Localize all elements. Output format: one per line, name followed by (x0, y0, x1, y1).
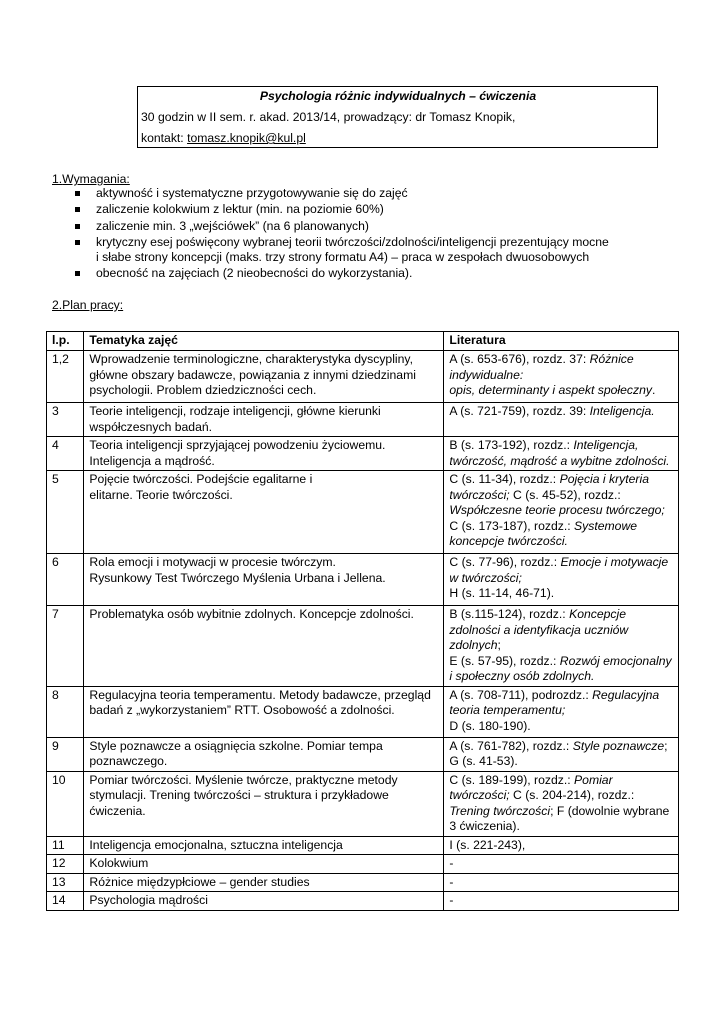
requirement-item: aktywność i systematyczne przygotowywanie się do zajęć (74, 186, 654, 201)
course-info: 30 godzin w II sem. r. akad. 2013/14, prowadzący: dr Tomasz Knopik, (141, 110, 516, 124)
row-literature: A (s. 761-782), rozdz.: Style poznawcze; G (s. 41-53). (444, 737, 679, 771)
requirements-number: 1. (52, 172, 63, 186)
table-row (47, 351, 679, 403)
row-topic: Regulacyjna teoria temperamentu. Metody badawcze, przegląd badań z „wykorzystaniem” RTT. Osobowość a zdolności. (84, 686, 444, 737)
row-lp: 5 (47, 471, 84, 554)
plan-number: 2. (52, 298, 63, 312)
table-row (47, 836, 679, 855)
row-topic: Inteligencja emocjonalna, sztuczna inteligencja (84, 836, 444, 855)
row-lp: 12 (47, 855, 84, 874)
row-literature: C (s. 77-96), rozdz.: Emocje i motywacje w twórczości; H (s. 11-14, 46-71). (444, 554, 679, 606)
table-row (47, 437, 679, 471)
row-literature: A (s. 708-711), podrozdz.: Regulacyjna teoria temperamentu; D (s. 180-190). (444, 686, 679, 737)
requirement-item: obecność na zajęciach (2 nieobecności do wykorzystania). (74, 266, 654, 281)
row-topic: Problematyka osób wybitnie zdolnych. Koncepcje zdolności. (84, 606, 444, 687)
course-title: Psychologia różnic indywidualnych – ćwiczenia (259, 89, 537, 103)
row-topic: Wprowadzenie terminologiczne, charakterystyka dyscypliny, główne obszary badawcze, powiązania z innymi dziedzinami psychologii. Problem dziedziczności cech. (84, 351, 444, 403)
row-literature: - (444, 892, 679, 911)
table-row (47, 892, 679, 911)
table-row (47, 737, 679, 771)
row-lp: 8 (47, 686, 84, 737)
row-lp: 4 (47, 437, 84, 471)
table-row (47, 471, 679, 554)
requirement-item: zaliczenie min. 3 „wejściówek” (na 6 planowanych) (74, 219, 654, 234)
table-row (47, 554, 679, 606)
plan-heading (52, 298, 123, 314)
plan-table (46, 331, 679, 911)
row-lp: 10 (47, 771, 84, 836)
row-literature: B (s.115-124), rozdz.: Koncepcje zdolności a identyfikacja uczniów zdolnych; E (s. 57-95), rozdz.: Rozwój emocjonalny i społeczny osób zdolnych. (444, 606, 679, 687)
col-header-lp: l.p. (47, 332, 84, 351)
row-lp: 3 (47, 403, 84, 437)
table-header-row (47, 332, 679, 351)
row-literature: A (s. 653-676), rozdz. 37: Różnice indywidualne: opis, determinanty i aspekt społeczny. (444, 351, 679, 403)
col-header-literature: Literatura (444, 332, 679, 351)
row-lp: 6 (47, 554, 84, 606)
row-literature: B (s. 173-192), rozdz.: Inteligencja, twórczość, mądrość a wybitne zdolności. (444, 437, 679, 471)
row-topic: Teorie inteligencji, rodzaje inteligencji, główne kierunki współczesnych badań. (84, 403, 444, 437)
row-lp: 7 (47, 606, 84, 687)
course-contact (141, 131, 306, 147)
requirements-list (74, 186, 654, 283)
row-topic: Różnice międzypłciowe – gender studies (84, 873, 444, 892)
row-topic: Pojęcie twórczości. Podejście egalitarne i elitarne. Teorie twórczości. (84, 471, 444, 554)
requirements-title: Wymagania: (62, 172, 130, 186)
row-lp: 11 (47, 836, 84, 855)
table-row (47, 855, 679, 874)
plan-title: Plan pracy: (62, 298, 124, 312)
contact-label: kontakt: (141, 131, 188, 145)
row-topic: Style poznawcze a osiągnięcia szkolne. Pomiar tempa poznawczego. (84, 737, 444, 771)
row-literature: C (s. 11-34), rozdz.: Pojęcia i kryteria twórczości; C (s. 45-52), rozdz.: Współczesne teorie procesu twórczego; C (s. 173-187), rozdz.: Systemowe koncepcje twórczości. (444, 471, 679, 554)
row-lp: 9 (47, 737, 84, 771)
table-row (47, 606, 679, 687)
course-header-box (137, 86, 658, 148)
requirement-item: krytyczny esej poświęcony wybranej teorii twórczości/zdolności/inteligencji prezentujący mocne i słabe strony koncepcji (maks. trzy strony formatu A4) – praca w zespołach dwuosobowych (74, 235, 654, 266)
row-literature: A (s. 721-759), rozdz. 39: Inteligencja. (444, 403, 679, 437)
row-topic: Teoria inteligencji sprzyjającej powodzeniu życiowemu. Inteligencja a mądrość. (84, 437, 444, 471)
col-header-topic: Tematyka zajęć (84, 332, 444, 351)
row-literature: - (444, 873, 679, 892)
row-topic: Pomiar twórczości. Myślenie twórcze, praktyczne metody stymulacji. Trening twórczości – struktura i przykładowe ćwiczenia. (84, 771, 444, 836)
row-literature: C (s. 189-199), rozdz.: Pomiar twórczości; C (s. 204-214), rozdz.: Trening twórczości; F (dowolnie wybrane 3 ćwiczenia). (444, 771, 679, 836)
table-row (47, 873, 679, 892)
row-literature: - (444, 855, 679, 874)
row-topic: Rola emocji i motywacji w procesie twórczym. Rysunkowy Test Twórczego Myślenia Urbana i Jellena. (84, 554, 444, 606)
row-lp: 13 (47, 873, 84, 892)
table-row (47, 771, 679, 836)
requirement-item: zaliczenie kolokwium z lektur (min. na poziomie 60%) (74, 202, 654, 217)
table-row (47, 686, 679, 737)
row-lp: 1,2 (47, 351, 84, 403)
row-literature: I (s. 221-243), (444, 836, 679, 855)
contact-email-link[interactable]: tomasz.knopik@kul.pl (187, 131, 306, 145)
table-row (47, 403, 679, 437)
row-lp: 14 (47, 892, 84, 911)
row-topic: Kolokwium (84, 855, 444, 874)
row-topic: Psychologia mądrości (84, 892, 444, 911)
